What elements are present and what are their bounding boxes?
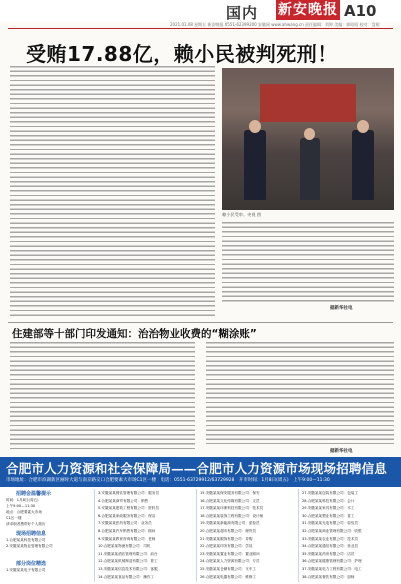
ad-job-item: 3.安徽某某餐饮管理有限公司：服务员 — [98, 491, 159, 495]
ad-job-item: 30.合肥某某塑业有限公司：普工 — [302, 513, 355, 518]
ad-job-item: 37.安徽某某电力工程有限公司：电工 — [302, 567, 362, 571]
section-title: 国内 — [226, 4, 259, 22]
ad-job-item: 32.合肥某某商业管理有限公司：收银 — [302, 529, 362, 533]
ad-job-item: 20.合肥某某超市有限公司：理货员 — [200, 529, 257, 533]
ad-job-item: 25.安徽某某仓储有限公司：叉车工 — [200, 567, 257, 571]
ad-job-item: 31.安徽某某光电有限公司：检验员 — [302, 521, 359, 526]
ad-job-item: 38.合肥某某餐饮有限公司：厨师 — [302, 574, 355, 579]
main-headline: 受贿17.88亿，赖小民被判死刑！ — [26, 42, 338, 66]
ad-job-item: 28.合肥某某科技有限公司：会计 — [302, 498, 355, 503]
ad-job-item: 24.合肥某某人力资源有限公司：专员 — [200, 559, 260, 564]
ad-job-item: 12.合肥某某机械制造有限公司：普工 — [98, 559, 158, 564]
ad-job-item: 2.安徽某某物业管理有限公司 — [6, 544, 53, 548]
ad-column-divider — [298, 489, 299, 582]
article-body-left — [10, 66, 215, 316]
header-meta: 2021.01.08 星期五 新安晚报 0551-62399200 安徽网 www.ahwang.cn 责任编辑：刘婷 美编：郭昭昭 校对：盘根 — [170, 22, 380, 27]
ad-featured-heading: 部分岗位精选 — [16, 561, 47, 567]
ad-job-item: 19.安徽某某新能源有限公司：质检员 — [200, 521, 260, 526]
ad-tip: C1区一楼 — [6, 516, 22, 520]
court-backdrop — [260, 84, 356, 122]
ad-job-item: 26.合肥某某电器有限公司：维修工 — [200, 574, 257, 579]
article-divider — [8, 322, 393, 323]
newspaper-logo: 新安晚报 — [278, 2, 338, 18]
article-byline: 据新华社电 — [330, 306, 353, 311]
ad-job-item: 35.安徽某某药房有限公司：店员 — [302, 551, 355, 556]
ad-job-item: 15.安徽某某保安服务有限公司：保安 — [200, 491, 260, 495]
ad-job-item: 34.合肥某某通信有限公司：营业员 — [302, 544, 359, 549]
photo-caption: 赖小民受审。央视 图 — [222, 212, 262, 217]
ad-tip: 上午9:00—11:30 — [6, 504, 36, 508]
person-head — [357, 120, 369, 133]
ad-column-divider — [94, 489, 95, 582]
person-head — [304, 128, 315, 140]
ad-job-item: 23.安徽某某置业有限公司：置业顾问 — [200, 551, 260, 556]
ad-job-item: 17.安徽某某环保科技有限公司：技术员 — [200, 506, 264, 511]
person-figure — [352, 130, 374, 200]
ad-job-item: 10.合肥某某物流有限公司：司机 — [98, 544, 151, 549]
ad-job-item: 13.安徽某某信息技术有限公司：客服 — [98, 567, 158, 571]
header-divider — [8, 28, 393, 29]
ad-job-item: 16.合肥某某文化传媒有限公司：文员 — [200, 498, 260, 503]
ad-job-item: 36.合肥某某健康管理有限公司：护理 — [302, 559, 362, 564]
ad-job-item: 22.合肥某某印务有限公司：学徒 — [200, 544, 253, 549]
ad-job-item: 11.安徽某某酒店管理有限公司：前台 — [98, 551, 158, 556]
second-headline: 住建部等十部门印发通知：治治物业收费的“糊涂账” — [12, 328, 257, 340]
article2-byline: 据新华社电 — [330, 449, 353, 454]
ad-job-item: 9.安徽某某教育咨询有限公司：老师 — [98, 536, 156, 541]
ad-job-item: 21.安徽某某服饰有限公司：导购 — [200, 536, 253, 541]
ad-subtitle: 市场地址：合肥市滨湖新区丽时大道与南京路交口合肥要素大市场C1区一楼 电话：0551-63729912/63729928 开市时间：1月8日(周五) 上午9:00—11:30 — [6, 478, 330, 483]
ad-job-item: 4.合肥某某商贸有限公司：销售 — [98, 498, 149, 503]
article2-body-right — [206, 342, 394, 444]
person-head — [249, 120, 261, 133]
ad-title: 合肥市人力资源和社会保障局——合肥市人力资源市场现场招聘信息 — [6, 461, 388, 476]
person-figure — [300, 138, 320, 200]
person-figure — [244, 130, 266, 200]
ad-tips-heading: 招聘会温馨提示 — [16, 491, 52, 497]
ad-job-item: 6.合肥某某家政服务有限公司：保洁 — [98, 513, 156, 518]
ad-column-divider — [196, 489, 197, 582]
ad-job-item: 18.合肥某某装饰工程有限公司：设计师 — [200, 513, 264, 518]
court-photo — [222, 68, 394, 210]
ad-job-item: 1.合肥某某科技有限公司 — [6, 538, 46, 542]
ad-job-item: 14.合肥某某食品有限公司：操作工 — [98, 574, 155, 579]
article2-body-left — [10, 342, 195, 452]
ad-tip: 请求职者携带好个人简历 — [6, 522, 46, 526]
ad-tip: 地点：合肥要素大市场 — [6, 510, 42, 514]
ad-job-item: 29.安徽某某家具有限公司：木工 — [302, 506, 355, 511]
page-number: A10 — [344, 2, 377, 20]
ad-job-item: 8.合肥某某汽车销售有限公司：顾问 — [98, 529, 156, 533]
page-header — [0, 0, 401, 22]
article-body-right — [222, 222, 394, 302]
ad-listings-heading: 现场招聘信息 — [16, 531, 47, 537]
ad-job-item: 7.安徽某某医药有限公司：业务员 — [98, 521, 152, 526]
ad-job-item: 5.安徽某某建筑工程有限公司：资料员 — [98, 506, 159, 511]
ad-job-item: 33.安徽某某农业有限公司：技术员 — [302, 536, 359, 541]
ad-tip: 时间：1月8日(周五) — [6, 498, 39, 502]
ad-job-item: 1.安徽某某电子有限公司 — [6, 568, 46, 572]
ad-job-item: 27.安徽某某包装有限公司：包装工 — [302, 491, 359, 495]
